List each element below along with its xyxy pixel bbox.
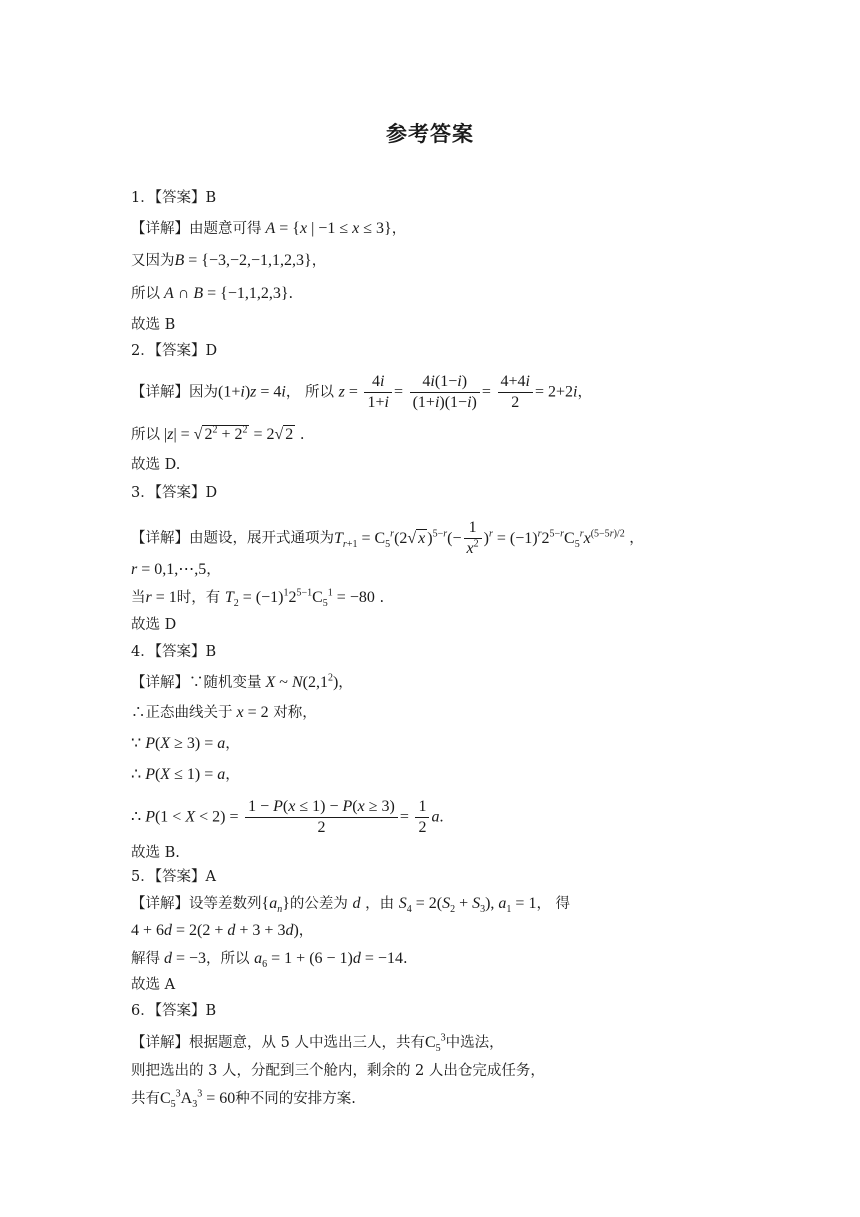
q5-answer: 5．【答案】A [131, 869, 216, 885]
q5-detail-line2: 4 + 6d = 2(2 + d + 3 + 3d)， [131, 922, 314, 939]
fraction: $\frac{4+4i}{2}$ [498, 372, 533, 413]
q3-detail-line3: 当r = 1时，有 $T_2 = (-1)^12^{5-1}C_5^1 = -80$ . [131, 587, 385, 610]
q3-choice: 故选 D [131, 617, 177, 633]
q4-answer: 4．【答案】B [131, 644, 217, 660]
q3-answer: 3．【答案】D [131, 485, 218, 501]
q2-detail-line1: 【详解】因为(1+i)z = 4i， 所以 z = $\frac{4i}{1+i}$ = $\frac{4i(1-i)}{(1+i)(1-i)}$ = $\frac{4+4i}{2}$ = 2+2i， [131, 373, 592, 411]
q6-detail-line3: 共有$C_5^3A_3^3 = 60$种不同的安排方案. [131, 1088, 356, 1111]
q1-choice: 故选 B [131, 317, 176, 333]
q1-detail-line1: 【详解】由题意可得 A = {x | −1 ≤ x ≤ 3}， [131, 220, 407, 237]
q5-choice: 故选 A [131, 977, 176, 993]
q4-detail-line5: ∴ P(1 < X < 2) = $\frac{1 - P(x \le 1) - P(x \ge 3)}{2}$ = $\frac{1}{2}$ a. [131, 798, 444, 836]
q3-detail-line1: 【详解】由题设，展开式通项为$T_{r+1} = C_5^r(2√$ x )$^{5-r}$(− $\frac{1}{x^2}$ )$^r = (-1)^r2^{5-r}C_5^rx^{(5-5r)/2}$ ， [131, 519, 644, 557]
q2-answer: 2．【答案】D [131, 343, 218, 359]
q6-answer: 6．【答案】B [131, 1003, 217, 1019]
q4-detail-line1: 【详解】∵随机变量 X ~ $N(2,1^2)$， [131, 672, 353, 691]
q1-answer: 1．【答案】B [131, 190, 217, 206]
q4-detail-line3: ∵ P(X ≥ 3) = a， [131, 735, 240, 752]
fraction: $\frac{4i(1-i)}{(1+i)(1-i)}$ [410, 372, 480, 413]
q4-choice: 故选 B. [131, 845, 180, 861]
q4-detail-line4: ∴ P(X ≤ 1) = a， [131, 766, 240, 783]
q2-choice: 故选 D. [131, 457, 181, 473]
q3-detail-line2: r = 0,1,⋯,5， [131, 561, 221, 578]
q5-detail-line1: 【详解】设等差数列$\{a_n\}$的公差为 d ，由 $S_4 = 2(S_2 + S_3)$, $a_1 = 1$， 得 [131, 895, 571, 916]
fraction: $\frac{1}{2}$ [415, 797, 429, 838]
q5-detail-line3: 解得 d = −3，所以 $a_6 = 1 + (6 - 1)d = -14$. [131, 950, 408, 971]
q1-detail-line2: 又因为B = {−3,−2,−1,1,2,3}， [131, 252, 327, 269]
fraction: $\frac{4i}{1+i}$ [364, 372, 391, 413]
fraction: $\frac{1}{x^2}$ [464, 518, 482, 559]
fraction: $\frac{1 - P(x \le 1) - P(x \ge 3)}{2}$ [245, 797, 398, 838]
q6-detail-line2: 则把选出的 3 人，分配到三个舱内，剩余的 2 人出仓完成任务， [131, 1063, 545, 1079]
q6-detail-line1: 【详解】根据题意，从 5 人中选出三人，共有$C_5^3$中选法， [131, 1032, 504, 1055]
page-title: 参考答案 [386, 122, 474, 146]
q2-detail-line2: 所以 |z| = √ $2^2 + 2^2 = 2√$ 2 . [131, 424, 305, 443]
q1-detail-line3: 所以 A ∩ B = {−1,1,2,3}. [131, 285, 294, 302]
q4-detail-line2: ∴正态曲线关于 x = 2 对称， [131, 704, 317, 721]
